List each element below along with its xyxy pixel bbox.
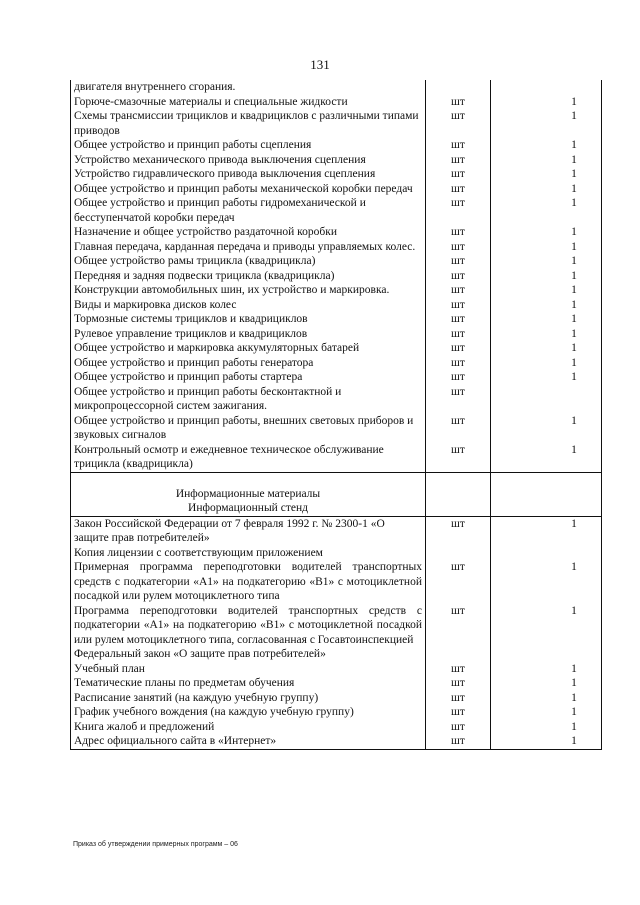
table-row bbox=[71, 676, 602, 691]
item-quantity-value: 1 bbox=[571, 561, 577, 573]
item-quantity-value: 1 bbox=[571, 182, 577, 195]
item-unit: шт bbox=[426, 254, 491, 269]
table-row bbox=[71, 80, 602, 95]
item-name: Рулевое управление трициклов и квадрициклов bbox=[71, 327, 426, 342]
item-quantity bbox=[491, 80, 602, 95]
item-unit: шт bbox=[426, 705, 491, 720]
item-quantity bbox=[491, 341, 602, 356]
item-unit: шт bbox=[426, 269, 491, 284]
item-name: Общее устройство и принцип работы бесконтактной и микропроцессорной систем зажигания. bbox=[71, 385, 426, 414]
item-quantity bbox=[491, 167, 602, 182]
equipment-table bbox=[70, 80, 602, 750]
table-row bbox=[71, 356, 602, 371]
item-quantity-value: 1 bbox=[571, 269, 577, 282]
item-quantity-value: 1 bbox=[571, 298, 577, 311]
item-unit: шт bbox=[426, 691, 491, 706]
item-name: Расписание занятий (на каждую учебную группу) bbox=[71, 691, 426, 706]
item-quantity-value: 1 bbox=[571, 255, 577, 267]
table-row bbox=[71, 283, 602, 298]
item-quantity bbox=[491, 662, 602, 677]
item-quantity bbox=[491, 283, 602, 298]
table-row bbox=[71, 370, 602, 385]
item-name: двигателя внутреннего сгорания. bbox=[71, 80, 426, 95]
item-unit: шт bbox=[426, 225, 491, 240]
item-unit bbox=[426, 80, 491, 95]
item-name: Виды и маркировка дисков колес bbox=[71, 298, 426, 313]
table-row bbox=[71, 240, 602, 255]
table-row bbox=[71, 705, 602, 720]
item-unit bbox=[426, 546, 491, 561]
item-quantity-value: 1 bbox=[571, 327, 577, 340]
item-name: Общее устройство и принцип работы, внешних световых приборов и звуковых сигналов bbox=[71, 414, 426, 443]
table-row-spacer bbox=[71, 472, 602, 487]
table-body-equipment bbox=[71, 80, 602, 472]
table-row bbox=[71, 720, 602, 735]
item-quantity bbox=[491, 734, 602, 749]
item-quantity-value: 1 bbox=[571, 677, 577, 689]
item-quantity bbox=[491, 312, 602, 327]
table-body-stand bbox=[71, 516, 602, 749]
item-quantity bbox=[491, 414, 602, 443]
item-name: Горюче-смазочные материалы и специальные жидкости bbox=[71, 95, 426, 110]
item-quantity-value: 1 bbox=[571, 662, 577, 675]
item-name: Учебный план bbox=[71, 662, 426, 677]
item-unit: шт bbox=[426, 153, 491, 168]
table-row bbox=[71, 95, 602, 110]
item-quantity bbox=[491, 516, 602, 546]
item-name: Тематические планы по предметам обучения bbox=[71, 676, 426, 691]
item-quantity bbox=[491, 153, 602, 168]
item-quantity-value: 1 bbox=[571, 313, 577, 325]
item-quantity bbox=[491, 138, 602, 153]
item-quantity bbox=[491, 356, 602, 371]
item-unit: шт bbox=[426, 414, 491, 443]
table-row bbox=[71, 167, 602, 182]
item-unit: шт bbox=[426, 516, 491, 546]
table-row bbox=[71, 546, 602, 561]
item-quantity-value: 1 bbox=[571, 342, 577, 354]
item-quantity bbox=[491, 385, 602, 414]
item-name: Общее устройство и принцип работы генератора bbox=[71, 356, 426, 371]
item-quantity bbox=[491, 225, 602, 240]
table-row bbox=[71, 327, 602, 342]
item-quantity-value: 1 bbox=[571, 197, 577, 209]
item-quantity-value: 1 bbox=[571, 168, 577, 180]
item-unit: шт bbox=[426, 240, 491, 255]
item-name: Главная передача, карданная передача и приводы управляемых колес. bbox=[71, 240, 426, 255]
item-name: Примерная программа переподготовки водителей транспортных средств с подкатегории «A1» на подкатегорию «B1» с мотоциклетной посадкой или рулем мотоциклетного типа bbox=[71, 560, 426, 604]
item-name: Федеральный закон «О защите прав потребителей» bbox=[71, 647, 426, 662]
item-unit: шт bbox=[426, 662, 491, 677]
item-quantity bbox=[491, 676, 602, 691]
item-unit: шт bbox=[426, 109, 491, 138]
item-unit: шт bbox=[426, 385, 491, 414]
item-quantity-value: 1 bbox=[571, 110, 577, 122]
item-name: Контрольный осмотр и ежедневное техническое обслуживание трицикла (квадрицикла) bbox=[71, 443, 426, 473]
table-row bbox=[71, 604, 602, 648]
item-quantity bbox=[491, 95, 602, 110]
item-name: Общее устройство и маркировка аккумуляторных батарей bbox=[71, 341, 426, 356]
item-quantity-value: 1 bbox=[571, 691, 577, 704]
item-name: Передняя и задняя подвески трицикла (квадрицикла) bbox=[71, 269, 426, 284]
item-quantity-value: 1 bbox=[571, 443, 577, 456]
item-name: Общее устройство и принцип работы стартера bbox=[71, 370, 426, 385]
table-row bbox=[71, 109, 602, 138]
item-quantity bbox=[491, 546, 602, 561]
item-unit: шт bbox=[426, 734, 491, 749]
item-quantity bbox=[491, 298, 602, 313]
item-name: Общее устройство рамы трицикла (квадрицикла) bbox=[71, 254, 426, 269]
item-name: Тормозные системы трициклов и квадрициклов bbox=[71, 312, 426, 327]
item-name: Адрес официального сайта в «Интернет» bbox=[71, 734, 426, 749]
item-name: Назначение и общее устройство раздаточной коробки bbox=[71, 225, 426, 240]
item-quantity-value: 1 bbox=[571, 517, 577, 530]
item-quantity bbox=[491, 691, 602, 706]
item-quantity bbox=[491, 647, 602, 662]
table-row bbox=[71, 341, 602, 356]
item-quantity bbox=[491, 705, 602, 720]
item-unit: шт bbox=[426, 443, 491, 473]
table-row bbox=[71, 138, 602, 153]
item-quantity-value: 1 bbox=[571, 706, 577, 718]
table-row bbox=[71, 734, 602, 749]
item-unit: шт bbox=[426, 182, 491, 197]
item-quantity bbox=[491, 370, 602, 385]
item-quantity bbox=[491, 443, 602, 473]
item-unit: шт bbox=[426, 341, 491, 356]
section-heading-2: Информационный стенд bbox=[71, 501, 426, 516]
table-row bbox=[71, 269, 602, 284]
item-name: Схемы трансмиссии трициклов и квадрициклов с различными типами приводов bbox=[71, 109, 426, 138]
table-row bbox=[71, 225, 602, 240]
footer-note: Приказ об утверждении примерных программ – 06 bbox=[73, 841, 238, 848]
item-unit: шт bbox=[426, 560, 491, 604]
item-name: Общее устройство и принцип работы механической коробки передач bbox=[71, 182, 426, 197]
table-row bbox=[71, 312, 602, 327]
item-quantity bbox=[491, 720, 602, 735]
table-row bbox=[71, 691, 602, 706]
item-unit: шт bbox=[426, 356, 491, 371]
item-unit bbox=[426, 647, 491, 662]
item-unit: шт bbox=[426, 604, 491, 648]
item-quantity-value: 1 bbox=[571, 153, 577, 166]
item-quantity-value: 1 bbox=[571, 284, 577, 296]
item-unit: шт bbox=[426, 95, 491, 110]
table-row bbox=[71, 298, 602, 313]
table-row bbox=[71, 560, 602, 604]
item-name: График учебного вождения (на каждую учебную группу) bbox=[71, 705, 426, 720]
item-quantity bbox=[491, 182, 602, 197]
item-name: Конструкции автомобильных шин, их устройство и маркировка. bbox=[71, 283, 426, 298]
item-quantity bbox=[491, 196, 602, 225]
item-unit: шт bbox=[426, 298, 491, 313]
table-row bbox=[71, 153, 602, 168]
item-quantity-value: 1 bbox=[571, 720, 577, 733]
table-row-heading bbox=[71, 487, 602, 502]
item-name: Общее устройство и принцип работы сцепления bbox=[71, 138, 426, 153]
item-quantity-value: 1 bbox=[571, 371, 577, 383]
item-unit: шт bbox=[426, 312, 491, 327]
item-unit: шт bbox=[426, 370, 491, 385]
item-name: Общее устройство и принцип работы гидромеханической и бесступенчатой коробки передач bbox=[71, 196, 426, 225]
table-row-heading bbox=[71, 501, 602, 516]
item-quantity-value: 1 bbox=[571, 414, 577, 427]
item-quantity-value: 1 bbox=[571, 226, 577, 238]
table-row bbox=[71, 254, 602, 269]
item-quantity-value: 1 bbox=[571, 735, 577, 747]
item-quantity bbox=[491, 269, 602, 284]
item-name: Копия лицензии с соответствующим приложением bbox=[71, 546, 426, 561]
item-unit: шт bbox=[426, 196, 491, 225]
item-name: Книга жалоб и предложений bbox=[71, 720, 426, 735]
item-quantity-value: 1 bbox=[571, 356, 577, 369]
table-row bbox=[71, 647, 602, 662]
table-row bbox=[71, 182, 602, 197]
item-quantity-value: 1 bbox=[571, 604, 577, 617]
item-quantity-value: 1 bbox=[571, 240, 577, 253]
item-unit: шт bbox=[426, 676, 491, 691]
item-unit: шт bbox=[426, 720, 491, 735]
item-quantity bbox=[491, 254, 602, 269]
table-row bbox=[71, 385, 602, 414]
item-name: Закон Российской Федерации от 7 февраля 1992 г. № 2300-1 «О защите прав потребителей» bbox=[71, 516, 426, 546]
item-unit: шт bbox=[426, 327, 491, 342]
table-row bbox=[71, 662, 602, 677]
table-row bbox=[71, 414, 602, 443]
item-quantity bbox=[491, 560, 602, 604]
table-row bbox=[71, 516, 602, 546]
table-row bbox=[71, 196, 602, 225]
item-name: Программа переподготовки водителей транспортных средств с подкатегории «A1» на подкатегорию «B1» с мотоциклетной посадкой или рулем мотоциклетного типа, согласованная с Госавтоинспекцией bbox=[71, 604, 426, 648]
item-quantity bbox=[491, 109, 602, 138]
table-body-info bbox=[71, 472, 602, 516]
section-heading-1: Информационные материалы bbox=[71, 487, 426, 502]
item-unit: шт bbox=[426, 283, 491, 298]
item-quantity bbox=[491, 327, 602, 342]
item-quantity-value: 1 bbox=[571, 139, 577, 151]
item-name: Устройство гидравлического привода выключения сцепления bbox=[71, 167, 426, 182]
page-number: 131 bbox=[310, 57, 330, 72]
item-name: Устройство механического привода выключения сцепления bbox=[71, 153, 426, 168]
item-quantity-value: 1 bbox=[571, 95, 577, 108]
table-row bbox=[71, 443, 602, 473]
item-unit: шт bbox=[426, 138, 491, 153]
item-unit: шт bbox=[426, 167, 491, 182]
item-quantity bbox=[491, 604, 602, 648]
item-quantity bbox=[491, 240, 602, 255]
